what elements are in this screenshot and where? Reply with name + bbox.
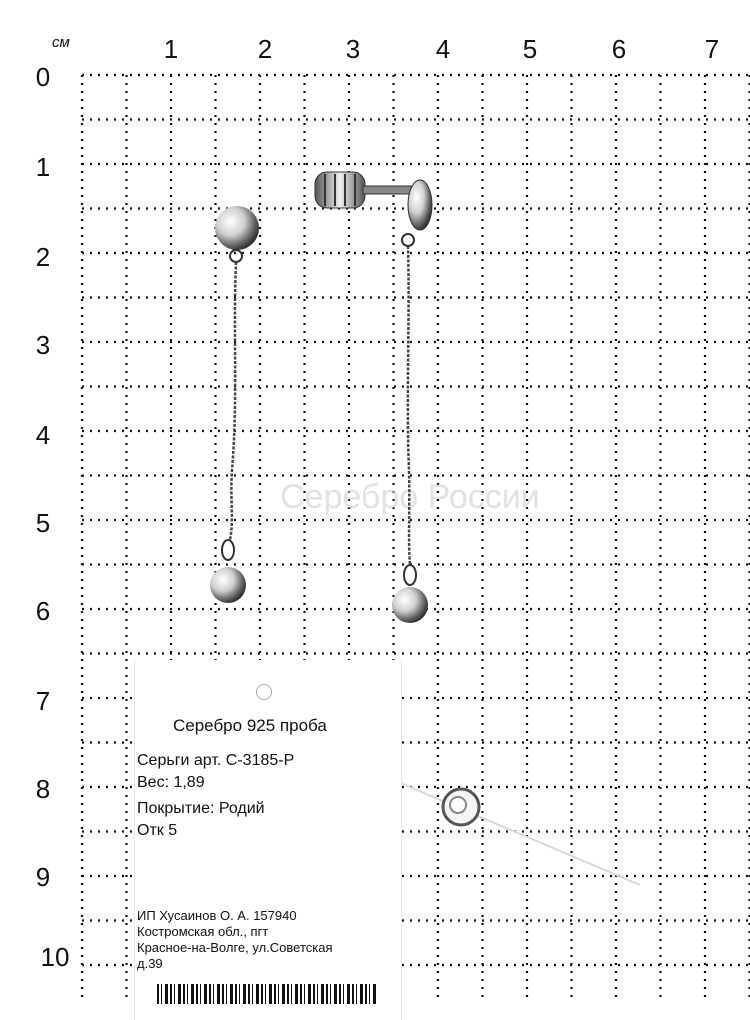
left-top-ball-icon	[215, 206, 259, 250]
right-top-ring-icon	[402, 234, 414, 246]
silicone-stopper-icon	[398, 782, 640, 885]
watermark: Серебро России	[280, 478, 540, 516]
tag-weight: Вес: 1,89	[137, 774, 205, 791]
x-tick-7: 7	[704, 34, 720, 64]
unit-label: см	[52, 34, 70, 51]
y-tick-9: 9	[35, 862, 51, 892]
tag-maker-1: ИП Хусаинов О. А. 157940	[137, 908, 297, 923]
left-bottom-ball-icon	[210, 567, 246, 603]
x-tick-4: 4	[435, 34, 451, 64]
y-tick-7: 7	[35, 686, 51, 716]
right-bottom-link-icon	[404, 565, 416, 585]
tag-maker-2: Костромская обл., пгт	[137, 924, 269, 939]
y-tick-6: 6	[35, 596, 51, 626]
earring-right-icon	[315, 172, 432, 623]
right-chain-icon	[408, 246, 410, 565]
x-tick-1: 1	[163, 34, 179, 64]
y-tick-8: 8	[35, 774, 51, 804]
tag-article: Серьги арт. С-3185-Р	[137, 752, 295, 769]
y-tick-5: 5	[35, 508, 51, 538]
tag-coating: Покрытие: Родий	[137, 800, 265, 817]
tag-hole-icon	[256, 684, 272, 700]
tag-maker-4: д.39	[137, 956, 163, 971]
y-tick-2: 2	[35, 242, 51, 272]
x-tick-6: 6	[611, 34, 627, 64]
x-tick-5: 5	[522, 34, 538, 64]
left-chain-icon	[230, 262, 236, 540]
tag-title: Серебро 925 проба	[173, 716, 327, 735]
x-tick-3: 3	[345, 34, 361, 64]
y-tick-3: 3	[35, 330, 51, 360]
y-tick-4: 4	[35, 420, 51, 450]
screw-back-icon	[315, 172, 432, 230]
tag-otk: Отк 5	[137, 822, 178, 839]
left-top-ring-icon	[230, 250, 242, 262]
y-tick-0: 0	[35, 62, 51, 92]
barcode	[157, 984, 377, 1004]
price-tag	[134, 660, 402, 1020]
tag-maker-3: Красное-на-Волге, ул.Советская	[137, 940, 333, 955]
earring-left-icon	[210, 206, 259, 603]
y-tick-1: 1	[35, 152, 51, 182]
x-tick-2: 2	[257, 34, 273, 64]
right-bottom-ball-icon	[392, 587, 428, 623]
left-bottom-link-icon	[222, 540, 234, 560]
y-tick-10: 10	[40, 942, 70, 972]
